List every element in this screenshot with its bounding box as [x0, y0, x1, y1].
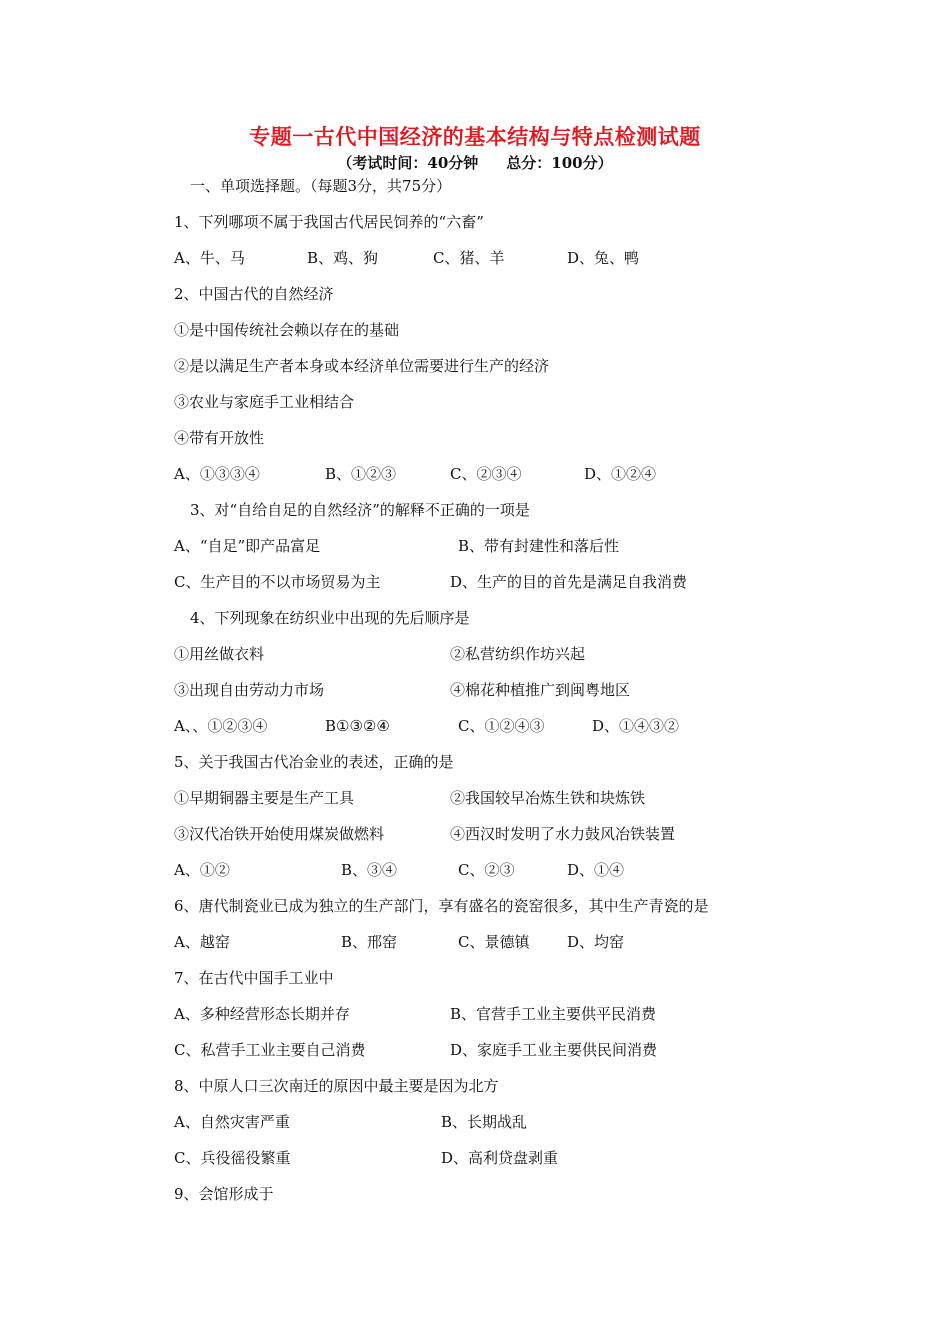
statement-item: ②私营纺织作坊兴起 — [450, 645, 586, 663]
option-d: D、①④ — [567, 861, 625, 879]
option-b: B、鸡、狗 — [307, 249, 379, 267]
option-c: C、②③ — [458, 861, 515, 879]
statement-item: ③出现自由劳动力市场 — [174, 681, 325, 699]
option-c: C、猪、羊 — [433, 249, 505, 267]
option-a: A、“自足”即产品富足 — [174, 537, 321, 555]
statement-item: ④带有开放性 — [174, 429, 265, 447]
option-d: D、兔、鸭 — [567, 249, 640, 267]
option-d: D、生产的目的首先是满足自我消费 — [450, 573, 688, 591]
option-d: D、家庭手工业主要供民间消费 — [450, 1041, 658, 1059]
exam-info — [0, 152, 950, 173]
option-a: A、多种经营形态长期并存 — [174, 1005, 350, 1023]
statement-item: ③汉代冶铁开始使用煤炭做燃料 — [174, 825, 385, 843]
statement-item: ①早期铜器主要是生产工具 — [174, 789, 355, 807]
option-c: C、生产目的不以市场贸易为主 — [174, 573, 381, 591]
option-c: C、①②④③ — [458, 717, 545, 735]
option-d: D、①②④ — [584, 465, 657, 483]
option-b: B、邢窑 — [341, 933, 398, 951]
option-d: D、高利贷盘剥重 — [441, 1149, 559, 1167]
statement-item: ①用丝做衣料 — [174, 645, 265, 663]
question-stem: 8、中原人口三次南迁的原因中最主要是因为北方 — [174, 1077, 499, 1095]
section-heading: 一、单项选择题。（每题3分，共75分） — [190, 177, 452, 195]
option-a: A、①② — [174, 861, 230, 879]
option-c: C、②③④ — [450, 465, 522, 483]
option-b: B、①②③ — [325, 465, 397, 483]
question-stem: 6、唐代制瓷业已成为独立的生产部门，享有盛名的瓷窑很多，其中生产青瓷的是 — [174, 897, 709, 915]
option-c: C、私营手工业主要自己消费 — [174, 1041, 366, 1059]
option-a: A、越窑 — [174, 933, 230, 951]
exam-total-score: 总分：100分） — [506, 154, 613, 172]
exam-time: （考试时间：40分钟 — [337, 154, 479, 172]
option-a: A、牛、马 — [174, 249, 245, 267]
question-stem: 7、在古代中国手工业中 — [174, 969, 334, 987]
option-b: B、长期战乱 — [441, 1113, 528, 1131]
option-d: D、①④③② — [592, 717, 680, 735]
option-c: C、景德镇 — [458, 933, 530, 951]
option-b: B、官营手工业主要供平民消费 — [450, 1005, 657, 1023]
question-stem: 2、中国古代的自然经济 — [174, 285, 334, 303]
option-a: A、、①②③④ — [174, 717, 268, 735]
statement-item: ①是中国传统社会赖以存在的基础 — [174, 321, 400, 339]
question-stem: 3、对“自给自足的自然经济”的解释不正确的一项是 — [190, 501, 530, 519]
option-b: B①③②④ — [325, 717, 390, 735]
question-stem: 1、下列哪项不属于我国古代居民饲养的“六畜” — [174, 213, 484, 231]
statement-item: ③农业与家庭手工业相结合 — [174, 393, 355, 411]
option-b: B、③④ — [341, 861, 398, 879]
question-stem: 4、下列现象在纺织业中出现的先后顺序是 — [190, 609, 470, 627]
option-c: C、兵役徭役繁重 — [174, 1149, 291, 1167]
statement-item: ②我国较早冶炼生铁和块炼铁 — [450, 789, 646, 807]
document-title: 专题一古代中国经济的基本结构与特点检测试题 — [249, 124, 701, 149]
statement-item: ②是以满足生产者本身或本经济单位需要进行生产的经济 — [174, 357, 550, 375]
statement-item: ④西汉时发明了水力鼓风冶铁装置 — [450, 825, 676, 843]
option-a: A、自然灾害严重 — [174, 1113, 290, 1131]
option-b: B、带有封建性和落后性 — [458, 537, 620, 555]
option-d: D、均窑 — [567, 933, 625, 951]
question-stem: 9、会馆形成于 — [174, 1185, 274, 1203]
option-a: A、①③③④ — [174, 465, 260, 483]
statement-item: ④棉花种植推广到闽粤地区 — [450, 681, 631, 699]
question-stem: 5、关于我国古代冶金业的表述，正确的是 — [174, 753, 454, 771]
